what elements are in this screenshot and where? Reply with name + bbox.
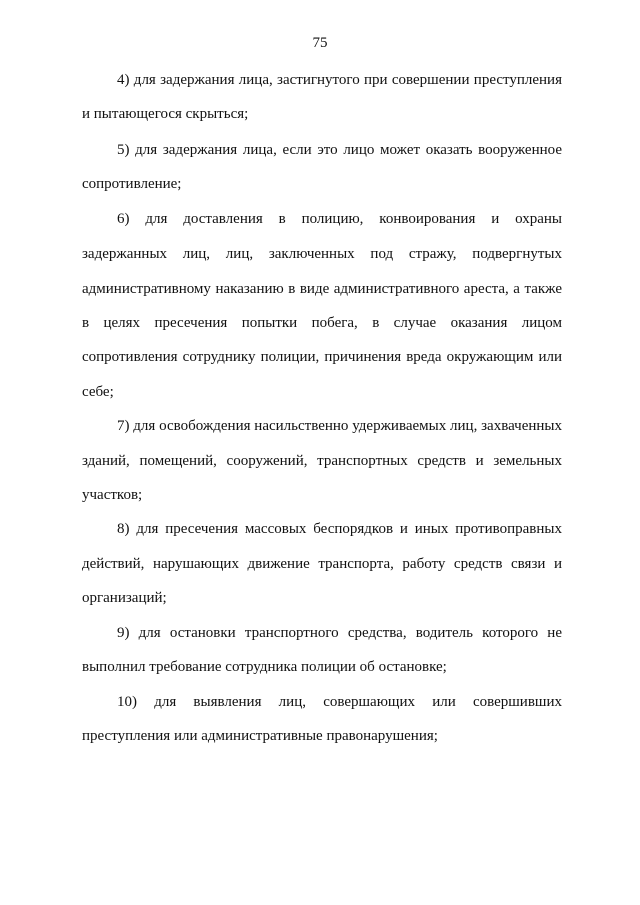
paragraph-9-line-1: 9) для остановки транспортного средства, водитель которого не <box>117 625 562 641</box>
page-number: 75 <box>312 35 328 51</box>
paragraph-6-line-5: сопротивления сотруднику полиции, причинения вреда окружающим или <box>82 349 562 365</box>
paragraph-8-line-3: организаций; <box>82 590 167 606</box>
paragraph-6-line-1: 6) для доставления в полицию, конвоирования и охраны <box>117 211 562 227</box>
paragraph-6-line-3: административному наказанию в виде административного ареста, а также <box>82 281 562 297</box>
paragraph-7-line-2: зданий, помещений, сооружений, транспортных средств и земельных <box>82 453 562 469</box>
paragraph-9-line-2: выполнил требование сотрудника полиции об остановке; <box>82 659 447 675</box>
paragraph-10-line-2: преступления или административные правонарушения; <box>82 728 438 744</box>
paragraph-6-line-2: задержанных лиц, лиц, заключенных под стражу, подвергнутых <box>82 246 562 262</box>
paragraph-4-line-2: и пытающегося скрыться; <box>82 106 249 122</box>
paragraph-10-line-1: 10) для выявления лиц, совершающих или совершивших <box>117 694 562 710</box>
paragraph-7-line-3: участков; <box>82 487 143 503</box>
paragraph-8-line-2: действий, нарушающих движение транспорта, работу средств связи и <box>82 556 562 572</box>
paragraph-6-line-6: себе; <box>82 384 114 400</box>
paragraph-5-line-1: 5) для задержания лица, если это лицо может оказать вооруженное <box>117 142 562 158</box>
paragraph-6-line-4: в целях пресечения попытки побега, в случае оказания лицом <box>82 315 562 331</box>
paragraph-4-line-1: 4) для задержания лица, застигнутого при совершении преступления <box>117 72 562 88</box>
paragraph-7-line-1: 7) для освобождения насильственно удерживаемых лиц, захваченных <box>117 418 562 434</box>
paragraph-8-line-1: 8) для пресечения массовых беспорядков и иных противоправных <box>117 521 562 537</box>
paragraph-5-line-2: сопротивление; <box>82 176 182 192</box>
